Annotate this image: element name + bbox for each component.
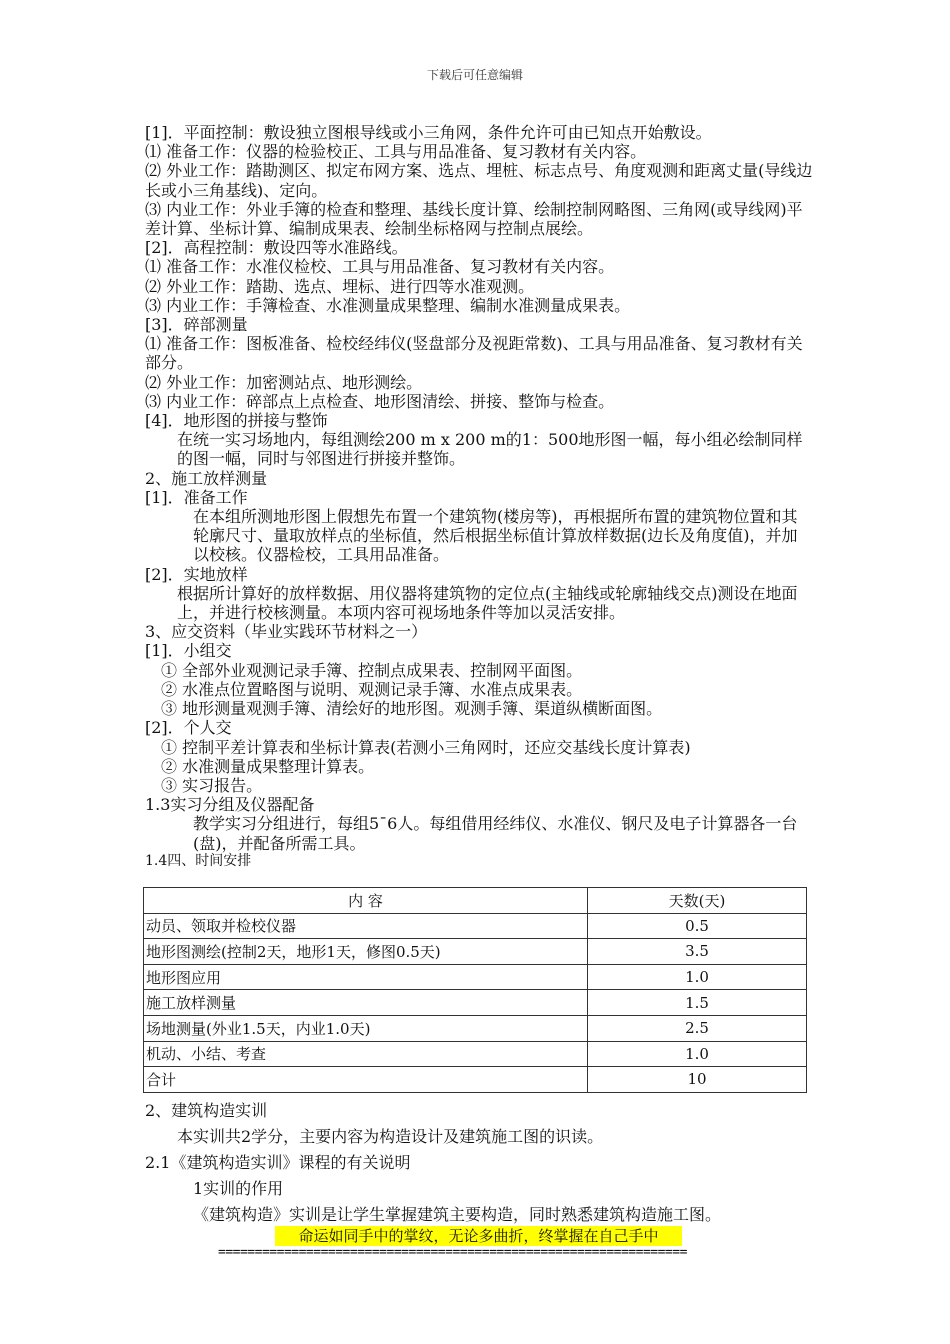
footer-rule: ================================================================ [218,1245,687,1260]
text-line: [1]．准备工作 [145,487,248,507]
text-line: ② 水准测量成果整理计算表。 [161,756,375,776]
row-content: 动员、领取并检校仪器 [144,913,588,939]
text-line: ① 控制平差计算表和坐标计算表(若测小三角网时，还应交基线长度计算表) [161,737,691,757]
text-line: [4]．地形图的拼接与整饰 [145,411,328,431]
row-content: 地形图应用 [144,964,588,990]
page-header: 下载后可任意编辑 [426,68,523,82]
text-line: 1实训的作用 [193,1179,284,1198]
text-line: ⑵ 外业工作：加密测站点、地形测绘。 [145,372,423,392]
text-line: ③ 实习报告。 [161,775,263,795]
row-days: 10 [588,1067,807,1093]
text-line: ② 水准点位置略图与说明、观测记录手簿、水准点成果表。 [161,679,583,699]
row-days: 0.5 [588,913,807,939]
text-line: 根据所计算好的放样数据、用仪器将建筑物的定位点(主轴线或轮廓轴线交点)测设在地面上，并进行校核测量。本项内容可视场地条件等加以灵活安排。 [177,583,798,623]
table-row [144,990,807,1016]
after-table-text [145,1098,813,1228]
text-line: 1.3实习分组及仪器配备 [145,795,315,815]
text-line: 3、应交资料（毕业实践环节材料之一） [145,622,428,642]
schedule-table [143,887,807,1093]
text-line: 1.4四、时间安排 [145,852,252,869]
table-row [144,1067,807,1093]
text-line: [2]．高程控制：敷设四等水准路线。 [145,238,408,258]
row-content: 地形图测绘(控制2天，地形1天，修图0.5天) [144,939,588,965]
table-row [144,939,807,965]
text-line: ⑴ 准备工作：仪器的检验校正、工具与用品准备、复习教材有关内容。 [145,142,647,162]
text-line: ⑶ 内业工作：外业手簿的检查和整理、基线长度计算、绘制控制网略图、三角网(或导线网)平差计算、坐标计算、编制成果表、绘制坐标格网与控制点展绘。 [145,199,803,239]
table-row [144,1015,807,1041]
row-days: 1.0 [588,964,807,990]
text-line: [1]．平面控制：敷设独立图根导线或小三角网，条件允许可由已知点开始敷设。 [145,123,712,142]
text-line: ⑶ 内业工作：手簿检查、水准测量成果整理、编制水准测量成果表。 [145,295,631,315]
row-days: 2.5 [588,1015,807,1041]
row-content: 合计 [144,1067,588,1093]
table-row [144,964,807,990]
text-line: ③ 地形测量观测手簿、清绘好的地形图。观测手簿、渠道纵横断面图。 [161,699,663,719]
table-row [144,1041,807,1067]
text-line: 2、建筑构造实训 [145,1101,268,1120]
text-line: ① 全部外业观测记录手簿、控制点成果表、控制网平面图。 [161,660,583,680]
row-content: 机动、小结、考查 [144,1041,588,1067]
text-line: ⑴ 准备工作：水准仪检校、工具与用品准备、复习教材有关内容。 [145,257,615,277]
text-line: 《建筑构造》实训是让学生掌握建筑主要构造，同时熟悉建筑构造施工图。 [193,1205,722,1224]
text-line: 教学实习分组进行，每组5¯6人。每组借用经纬仪、水准仪、钢尺及电子计算器各一台(盘)，并配备所需工具。 [193,814,798,853]
text-line: [2]．个人交 [145,718,232,738]
text-line: ⑵ 外业工作：踏勘、选点、埋标、进行四等水准观测。 [145,276,535,296]
text-line: 在本组所测地形图上假想先布置一个建筑物(楼房等)，再根据所布置的建筑物位置和其轮廓尺寸、量取放样点的坐标值，然后根据坐标值计算放样数据(边长及角度值)，并加以校核。仪器检校，工具用品准备。 [193,507,798,565]
text-line: [2]．实地放样 [145,564,248,584]
text-line: [1]．小组交 [145,641,232,661]
text-line: 2、施工放样测量 [145,468,268,488]
row-content: 场地测量(外业1.5天，内业1.0天) [144,1015,588,1041]
row-content: 施工放样测量 [144,990,588,1016]
row-days: 1.5 [588,990,807,1016]
body-text [145,123,813,870]
table-header-row [144,888,807,914]
text-line: 在统一实习场地内，每组测绘200 m x 200 m的1：500地形图一幅，每小组必绘制同样的图一幅，同时与邻图进行拼接并整饰。 [177,430,803,469]
text-line: 2.1《建筑构造实训》课程的有关说明 [145,1153,411,1172]
table-row [144,913,807,939]
header-content: 内 容 [144,888,588,914]
text-line: ⑵ 外业工作：踏勘测区、拟定布网方案、选点、埋桩、标志点号、角度观测和距离丈量(导线边长或小三角基线)、定向。 [145,161,813,200]
text-line: 本实训共2学分，主要内容为构造设计及建筑施工图的识读。 [177,1127,604,1146]
text-line: ⑶ 内业工作：碎部点上点检查、地形图清绘、拼接、整饰与检查。 [145,391,615,411]
row-days: 1.0 [588,1041,807,1067]
footer-highlight: 命运如同手中的掌纹，无论多曲折，终掌握在自己手中 [275,1226,682,1246]
text-line: [3]．碎部测量 [145,315,248,335]
row-days: 3.5 [588,939,807,965]
header-days: 天数(天) [588,888,807,914]
text-line: ⑴ 准备工作：图板准备、检校经纬仪(竖盘部分及视距常数)、工具与用品准备、复习教材有关部分。 [145,334,803,373]
